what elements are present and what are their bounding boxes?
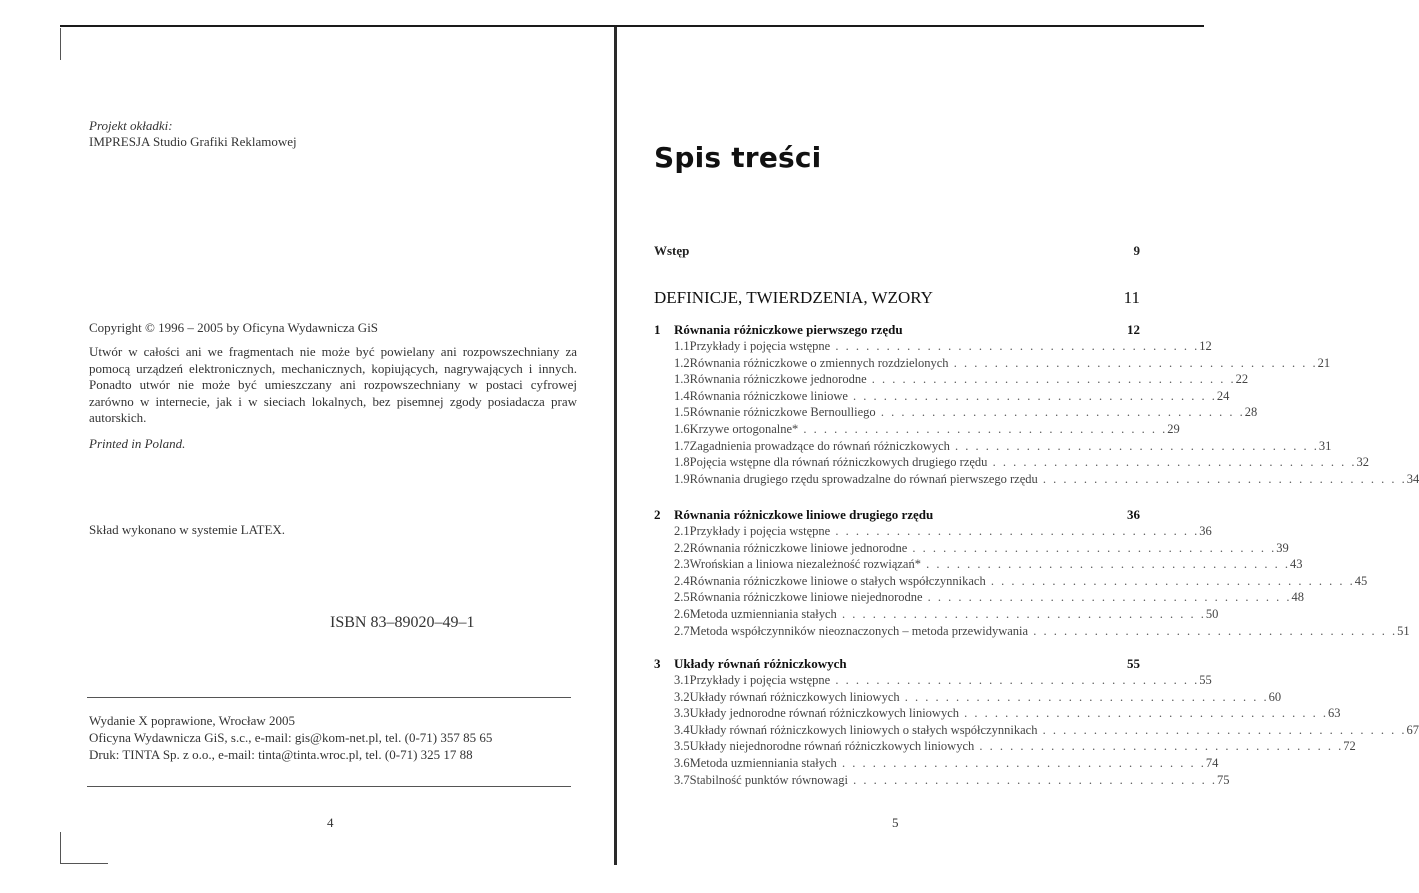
toc-section-title-wrap <box>690 573 1355 590</box>
toc-section-page: 24 <box>1216 388 1230 403</box>
toc-section-page: 21 <box>1317 355 1331 370</box>
toc-section-title-wrap <box>690 471 1407 488</box>
toc-section-number: 1.7 <box>674 438 690 453</box>
toc-section-number: 3.1 <box>674 673 690 687</box>
toc-part <box>654 288 1140 308</box>
toc-section-title: Wrońskian a liniowa niezależność rozwiązań* <box>689 557 921 572</box>
toc-section <box>654 388 1230 405</box>
toc-section-title-wrap <box>690 705 1328 722</box>
toc-section-title: Równania różniczkowe o zmiennych rozdzielonych <box>689 355 949 370</box>
toc-chapter-number: 1 <box>654 322 661 337</box>
toc-section-title: Metoda uzmienniania stałych <box>689 755 837 770</box>
toc-section-title: Układy jednorodne równań różniczkowych liniowych <box>689 706 959 721</box>
toc-section-page: 36 <box>1199 524 1212 538</box>
toc-section-title-wrap <box>690 388 1217 405</box>
toc-section <box>654 623 1410 640</box>
toc-section <box>654 338 1212 355</box>
toc-section-number: 3.2 <box>674 689 690 704</box>
toc-section-page: 75 <box>1216 772 1230 787</box>
toc-section-title: Pojęcia wstępne dla równań różniczkowych drugiego rzędu <box>689 455 988 470</box>
toc-section-page: 29 <box>1167 421 1180 436</box>
toc-section <box>654 738 1356 755</box>
toc-section-title: Przykłady i pojęcia wstępne <box>689 524 831 538</box>
toc-section-number: 2.4 <box>674 573 690 588</box>
toc-section-page: 60 <box>1268 689 1282 704</box>
toc-section-title-wrap <box>690 738 1344 755</box>
toc-section-title: Układy równań różniczkowych liniowych o stałych współczynnikach <box>689 722 1038 737</box>
toc-section-title: Równania różniczkowe liniowe <box>689 388 848 403</box>
toc-chapter <box>654 655 1419 788</box>
toc-section-number: 2.7 <box>674 623 690 638</box>
toc-leader-dots: . . . . . . . . . . . . . . . . . . . . . . . . . . . . . . . . . . . . <box>847 388 1217 403</box>
toc-section-title: Przykłady i pojęcia wstępne <box>689 673 831 687</box>
printer-line: Druk: TINTA Sp. z o.o., e-mail: tinta@tinta.wroc.pl, tel. (0-71) 325 17 88 <box>89 747 473 762</box>
toc-section-title-wrap <box>690 523 1200 540</box>
toc-section-title-wrap <box>690 755 1206 772</box>
toc-chapter <box>654 321 1419 487</box>
toc-leader-dots: . . . . . . . . . . . . . . . . . . . . . . . . . . . . . . . . . . . . <box>1037 471 1407 486</box>
toc-part-label: DEFINICJE, TWIERDZENIA, WZORY <box>654 288 933 307</box>
toc-section-title-wrap <box>690 623 1397 640</box>
toc-section <box>654 689 1282 706</box>
toc-section-number: 2.5 <box>674 590 690 605</box>
toc-leader-dots: . . . . . . . . . . . . . . . . . . . . . . . . . . . . . . . . . . . . <box>836 755 1206 770</box>
toc-section-page: 63 <box>1328 706 1341 721</box>
toc-section <box>654 573 1368 590</box>
toc-section <box>654 556 1303 573</box>
toc-leader-dots: . . . . . . . . . . . . . . . . . . . . . . . . . . . . . . . . . . . . <box>949 438 1319 453</box>
toc-leader-dots: . . . . . . . . . . . . . . . . . . . . . . . . . . . . . . . . . . . . <box>866 372 1236 387</box>
toc-part-page: 11 <box>1123 288 1140 307</box>
toc-title: Spis treści <box>654 141 822 174</box>
toc-section-page: 31 <box>1318 438 1332 453</box>
top-border-line <box>60 25 1204 27</box>
toc-section-title-wrap <box>690 338 1200 355</box>
copyright-line: Copyright © 1996 – 2005 by Oficyna Wydawnicza GiS <box>89 320 379 335</box>
toc-section-title: Równanie różniczkowe Bernoulliego <box>689 405 876 420</box>
toc-intro <box>654 243 1140 259</box>
toc-leader-dots: . . . . . . . . . . . . . . . . . . . . . . . . . . . . . . . . . . . . <box>1028 623 1398 638</box>
toc-intro-page: 9 <box>1133 243 1140 258</box>
toc-section-title-wrap <box>690 540 1277 557</box>
toc-chapter-heading <box>654 321 1140 338</box>
toc-leader-dots: . . . . . . . . . . . . . . . . . . . . . . . . . . . . . . . . . . . . <box>798 421 1168 436</box>
toc-section-title: Krzywe ortogonalne* <box>689 421 799 436</box>
toc-section-title-wrap <box>690 438 1319 455</box>
toc-chapter-page: 36 <box>1127 507 1140 522</box>
toc-section-number: 2.2 <box>674 540 690 555</box>
toc-section-title: Stabilność punktów równowagi <box>689 772 848 787</box>
toc-leader-dots: . . . . . . . . . . . . . . . . . . . . . . . . . . . . . . . . . . . . <box>847 772 1217 787</box>
toc-section-title: Równania drugiego rzędu sprowadzalne do równań pierwszego rzędu <box>689 471 1038 486</box>
toc-section-number: 2.1 <box>674 524 690 538</box>
toc-section-page: 48 <box>1291 590 1305 605</box>
toc-section-number: 2.6 <box>674 606 690 621</box>
toc-section <box>654 772 1230 789</box>
left-edge-line <box>60 28 61 60</box>
toc-chapter-title: Równania różniczkowe liniowe drugiego rzędu <box>674 507 934 522</box>
toc-section-title-wrap <box>690 355 1318 372</box>
toc-leader-dots: . . . . . . . . . . . . . . . . . . . . . . . . . . . . . . . . . . . . <box>836 606 1206 621</box>
toc-section-number: 3.7 <box>674 772 690 787</box>
toc-leader-dots: . . . . . . . . . . . . . . . . . . . . . . . . . . . . . . . . . . . . <box>974 739 1344 754</box>
toc-section-title-wrap <box>690 556 1290 573</box>
toc-section-number: 1.5 <box>674 405 690 420</box>
left-edge-line-bottom <box>60 832 61 864</box>
toc-leader-dots: . . . . . . . . . . . . . . . . . . . . . . . . . . . . . . . . . . . . <box>899 689 1269 704</box>
toc-section-title: Równania różniczkowe jednorodne <box>689 372 867 387</box>
toc-section <box>654 471 1419 488</box>
toc-chapter-number: 3 <box>654 656 661 671</box>
toc-chapter-page: 12 <box>1127 322 1140 337</box>
typeset-note: Skład wykonano w systemie LATEX. <box>89 522 286 537</box>
publisher-line: Oficyna Wydawnicza GiS, s.c., e-mail: gis@kom-net.pl, tel. (0-71) 357 85 65 <box>89 730 493 745</box>
toc-section-page: 28 <box>1244 405 1258 420</box>
page-number-right: 5 <box>892 815 899 830</box>
toc-leader-dots: . . . . . . . . . . . . . . . . . . . . . . . . . . . . . . . . . . . . <box>985 573 1355 588</box>
toc-leader-dots: . . . . . . . . . . . . . . . . . . . . . . . . . . . . . . . . . . . . <box>1037 722 1407 737</box>
toc-section-title-wrap <box>690 454 1357 471</box>
book-spine <box>614 27 617 865</box>
toc-section-title: Układy równań różniczkowych liniowych <box>689 689 900 704</box>
toc-chapter-title: Układy równań różniczkowych <box>674 656 847 671</box>
cover-label: Projekt okładki: <box>89 118 173 133</box>
toc-section <box>654 438 1332 455</box>
toc-section-title: Równania różniczkowe liniowe o stałych współczynnikach <box>689 573 986 588</box>
toc-section <box>654 722 1419 739</box>
toc-section-title-wrap <box>690 722 1407 739</box>
toc-section-page: 55 <box>1199 673 1212 687</box>
toc-section-page: 39 <box>1276 540 1289 555</box>
toc-leader-dots: . . . . . . . . . . . . . . . . . . . . . . . . . . . . . . . . . . . . <box>830 524 1200 538</box>
toc-section-page: 51 <box>1397 623 1410 638</box>
toc-chapter-heading <box>654 655 1140 672</box>
toc-section-number: 3.4 <box>674 722 690 737</box>
toc-section-title: Metoda współczynników nieoznaczonych – metoda przewidywania <box>689 623 1029 638</box>
toc-section-title: Zagadnienia prowadzące do równań różniczkowych <box>689 438 950 453</box>
toc-section-page: 45 <box>1354 573 1368 588</box>
toc-leader-dots: . . . . . . . . . . . . . . . . . . . . . . . . . . . . . . . . . . . . <box>920 557 1290 572</box>
toc-section-number: 1.2 <box>674 355 690 370</box>
toc-section <box>654 404 1258 421</box>
bottom-edge-line <box>60 863 108 864</box>
toc-intro-label: Wstęp <box>654 243 690 258</box>
toc-section-title: Przykłady i pojęcia wstępne <box>689 339 831 353</box>
toc-section <box>654 454 1369 471</box>
toc-leader-dots: . . . . . . . . . . . . . . . . . . . . . . . . . . . . . . . . . . . . <box>875 405 1245 420</box>
edition-line: Wydanie X poprawione, Wrocław 2005 <box>89 713 296 728</box>
toc-section-page: 32 <box>1356 455 1369 470</box>
toc-section-title-wrap <box>690 606 1206 623</box>
toc-section-number: 2.3 <box>674 557 690 572</box>
toc-chapter-heading <box>654 506 1140 523</box>
toc-leader-dots: . . . . . . . . . . . . . . . . . . . . . . . . . . . . . . . . . . . . <box>959 706 1328 721</box>
toc-section-number: 1.8 <box>674 455 690 470</box>
toc-section-page: 12 <box>1199 339 1212 353</box>
toc-section-page: 67 <box>1406 722 1419 737</box>
toc-section <box>654 589 1305 606</box>
toc-section-number: 3.6 <box>674 755 690 770</box>
toc-section-title-wrap <box>690 772 1217 789</box>
toc-section-title-wrap <box>690 404 1245 421</box>
isbn: ISBN 83–89020–49–1 <box>330 614 475 631</box>
toc-chapter-page: 55 <box>1127 656 1140 671</box>
toc-leader-dots: . . . . . . . . . . . . . . . . . . . . . . . . . . . . . . . . . . . . <box>987 455 1357 470</box>
toc-section-title-wrap <box>690 689 1269 706</box>
toc-section <box>654 606 1219 623</box>
toc-section <box>654 755 1219 772</box>
toc-section-number: 3.3 <box>674 706 690 721</box>
toc-section-title: Metoda uzmienniania stałych <box>689 606 837 621</box>
toc-leader-dots: . . . . . . . . . . . . . . . . . . . . . . . . . . . . . . . . . . . . <box>922 590 1292 605</box>
toc-section <box>654 705 1341 722</box>
toc-leader-dots: . . . . . . . . . . . . . . . . . . . . . . . . . . . . . . . . . . . . <box>830 339 1200 353</box>
toc-section-title: Równania różniczkowe liniowe jednorodne <box>689 540 908 555</box>
toc-section-page: 72 <box>1343 739 1356 754</box>
toc-leader-dots: . . . . . . . . . . . . . . . . . . . . . . . . . . . . . . . . . . . . <box>907 540 1277 555</box>
page-number-left: 4 <box>327 815 334 830</box>
divider-top <box>87 697 571 698</box>
toc-chapter <box>654 506 1410 639</box>
toc-section-number: 1.1 <box>674 339 690 353</box>
toc-chapter-title: Równania różniczkowe pierwszego rzędu <box>674 322 903 337</box>
toc-section-number: 1.6 <box>674 421 690 436</box>
toc-section-page: 34 <box>1406 471 1419 486</box>
printed-in: Printed in Poland. <box>89 436 186 451</box>
toc-leader-dots: . . . . . . . . . . . . . . . . . . . . . . . . . . . . . . . . . . . . <box>830 673 1200 687</box>
toc-section-title: Równania różniczkowe liniowe niejednorodne <box>689 590 923 605</box>
toc-section <box>654 672 1212 689</box>
toc-section-number: 3.5 <box>674 739 690 754</box>
toc-section-number: 1.3 <box>674 372 690 387</box>
toc-section-title: Układy niejednorodne równań różniczkowych liniowych <box>689 739 975 754</box>
divider-bottom <box>87 786 571 787</box>
toc-section-title-wrap <box>690 421 1168 438</box>
copyright-notice: Utwór w całości ani we fragmentach nie może być powielany ani rozpowszechniany za pomocą urządzeń elektronicznych, mechanicznych, kopiujących, nagrywających i innych. Ponadto utwór nie może być umieszczany ani rozpowszechniany w postaci cyfrowej zarówno w internecie, jak i w sieciach lokalnych, bez pisemnej zgody posiadacza praw autorskich. <box>89 344 577 425</box>
toc-section-number: 1.4 <box>674 388 690 403</box>
toc-section <box>654 355 1331 372</box>
toc-section <box>654 371 1249 388</box>
toc-section-page: 74 <box>1205 755 1219 770</box>
toc-section-number: 1.9 <box>674 471 690 486</box>
toc-chapter-number: 2 <box>654 507 661 522</box>
cover-studio: IMPRESJA Studio Grafiki Reklamowej <box>89 134 297 149</box>
toc-section-page: 22 <box>1235 372 1249 387</box>
toc-section <box>654 523 1212 540</box>
toc-section <box>654 540 1289 557</box>
toc-section-page: 50 <box>1205 606 1219 621</box>
toc-section-page: 43 <box>1289 557 1303 572</box>
toc-leader-dots: . . . . . . . . . . . . . . . . . . . . . . . . . . . . . . . . . . . . <box>948 355 1318 370</box>
toc-section-title-wrap <box>690 589 1292 606</box>
toc-section-title-wrap <box>690 672 1200 689</box>
toc-section-title-wrap <box>690 371 1236 388</box>
toc-section <box>654 421 1180 438</box>
